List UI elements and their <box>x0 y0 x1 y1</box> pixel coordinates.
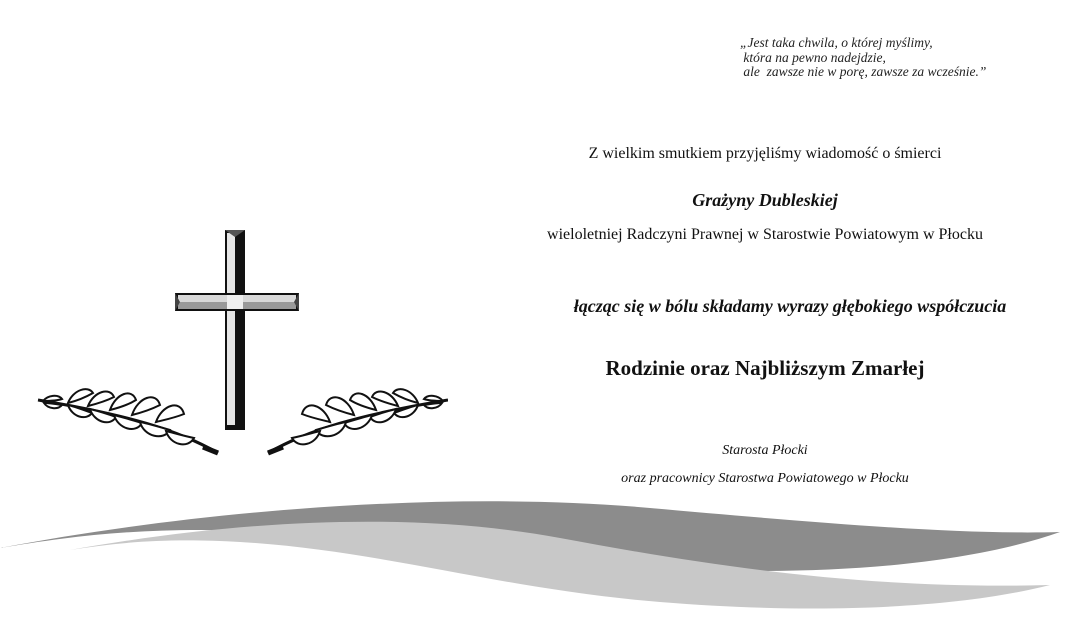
epigraph-quote <box>740 36 986 80</box>
condolence-text: łącząc się w bólu składamy wyrazy głębokiego współczucia <box>573 296 1007 316</box>
mourning-emblem <box>28 225 448 465</box>
cross-icon <box>175 230 299 430</box>
deceased-name: Grażyny Dubleskiej <box>692 190 838 210</box>
family-dedication: Rodzinie oraz Najbliższym Zmarłej <box>605 356 925 380</box>
signature-line-1: Starosta Płocki <box>722 443 808 458</box>
obituary-intro: Z wielkim smutkiem przyjęliśmy wiadomość o śmierci <box>588 145 942 162</box>
quote-line-3: ale zawsze nie w porę, zawsze za wcześnie.” <box>740 64 987 79</box>
decorative-wave <box>0 490 1080 636</box>
palm-branch-icon <box>38 389 218 453</box>
quote-line-2: która na pewno nadejdzie, <box>740 49 886 65</box>
quote-line-1: „Jest taka chwila, o której myślimy, <box>740 35 933 50</box>
palm-branch-icon <box>268 389 448 453</box>
deceased-role: wieloletniej Radczyni Prawnej w Starostwie Powiatowym w Płocku <box>547 226 983 243</box>
signature-line-2: oraz pracownicy Starostwa Powiatowego w Płocku <box>621 471 909 486</box>
